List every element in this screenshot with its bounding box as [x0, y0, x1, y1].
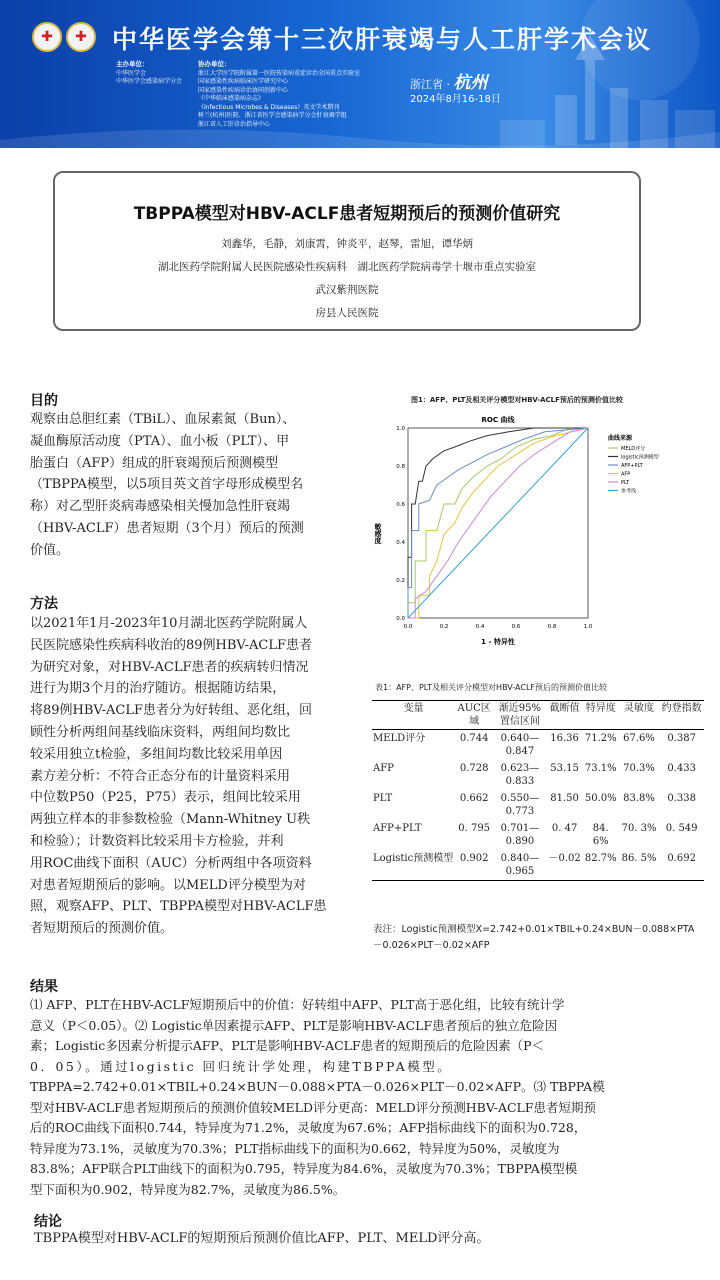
column-header: 变量 — [372, 701, 455, 730]
table-cell: 81.50 — [550, 793, 579, 804]
x-tick-label: 0.6 — [511, 624, 521, 630]
x-tick-label: 0.8 — [547, 624, 557, 630]
table-header-row — [372, 701, 704, 730]
conference-title: 中华医学会第十三次肝衰竭与人工肝学术会议 — [112, 25, 653, 54]
table-cell: 73.1% — [584, 763, 617, 774]
table-cell: 83.8% — [623, 793, 655, 804]
text-line: 素；Logistic多因素分析提示AFP、PLT是影响HBV-ACLF患者的短期预后的危险因素（P＜ — [30, 1038, 545, 1053]
table-row — [372, 790, 704, 820]
text-line: 较采用独立t检验，多组间均数比较采用单因 — [30, 746, 283, 762]
table-cell: 86. 5% — [619, 850, 659, 881]
paper-title: TBPPA模型对HBV-ACLF患者短期预后的预测价值研究 — [133, 204, 561, 224]
table-cell: 0.840—0.965 — [493, 850, 546, 881]
text-line: 用ROC曲线下面积（AUC）分析两组中各项资料 — [30, 855, 312, 871]
y-tick-label: 1.0 — [396, 426, 405, 432]
cma-logo-icon: ✚ — [32, 22, 62, 52]
text-line: 为研究对象，对HBV-ACLF患者的疾病转归情况 — [30, 659, 309, 675]
table-note: 表注：Logistic预测模型X=2.742+0.01×TBIL+0.24×BUN－0.088×PTA－0.026×PLT－0.02×AFP — [373, 924, 695, 951]
host-item: 中华医学会 — [116, 69, 147, 77]
text-line: 和检验）；计数资料比较采用卡方检验，并利 — [30, 833, 284, 849]
table-cell: 70. 3% — [621, 823, 657, 834]
method-paragraph — [30, 613, 365, 940]
text-line: 凝血酶原活动度（PTA）、血小板（PLT）、甲 — [30, 433, 290, 449]
table-cell: 0.662 — [459, 793, 489, 804]
organizer-item: 《Infectious Microbes & Diseases》英文学术期刊 — [198, 103, 340, 111]
column-header: 约登指数 — [659, 701, 704, 730]
aim-paragraph — [30, 409, 365, 562]
host-item: 中华医学会感染病学分会 — [116, 78, 183, 85]
results-table — [372, 700, 704, 881]
roc-chart — [370, 408, 705, 653]
author-list: 刘鑫华，毛静，刘康霄，钟炎平，赵琴，雷旭，谭华炳 — [221, 238, 473, 250]
table-row — [372, 820, 704, 850]
table-row — [372, 850, 704, 881]
y-tick-label: 0.2 — [396, 578, 405, 584]
conference-banner — [0, 0, 720, 148]
table-cell: 82.7% — [583, 850, 619, 881]
y-axis-label: 敏感度 — [374, 523, 382, 544]
table-cell: AFP — [373, 763, 394, 774]
table-cell: 0.728 — [459, 763, 489, 774]
paper-title-box — [53, 171, 641, 331]
figure-caption: 图1：AFP、PLT及相关评分模型对HBV-ACLF预后的预测价值比较 — [411, 396, 623, 404]
table-cell: AFP+PLT — [373, 823, 422, 834]
conclusion-heading: 结论 — [34, 1214, 62, 1230]
table-cell: PLT — [373, 793, 393, 804]
organizer-label: 协办单位： — [198, 60, 231, 68]
table-cell: 0.623—0.833 — [500, 763, 540, 787]
text-line: 照，观察AFP、PLT、TBPPA模型对HBV-ACLF患 — [30, 899, 327, 915]
text-line: 素方差分析：不符合正态分布的计量资料采用 — [30, 768, 291, 784]
text-line: 价值。 — [30, 542, 70, 558]
text-line: 中位数P50（P25，P75）表示，组间比较采用 — [30, 790, 301, 806]
table-cell: 71.2% — [584, 733, 617, 744]
table-cell: 0.692 — [659, 850, 704, 881]
organizer-item: 国家感染性疾病诊治协同创新中心 — [198, 86, 289, 94]
legend-entry: 参考线 — [621, 488, 637, 495]
text-line: 两独立样本的非参数检验（Mann-Whitney U秩 — [30, 812, 311, 828]
text-line: 者短期预后的预测价值。 — [30, 921, 174, 937]
affiliation: 湖北医药学院附属人民医院感染性疾病科 湖北医药学院病毒学十堰市重点实验室 — [158, 261, 536, 273]
table-cell: 0.550—0.773 — [500, 793, 540, 817]
y-tick-label: 0.6 — [396, 502, 405, 508]
y-tick-label: 0.8 — [396, 464, 405, 470]
table-cell: 67.6% — [623, 733, 655, 744]
affiliation: 房县人民医院 — [315, 307, 379, 319]
aim-heading: 目的 — [30, 393, 58, 409]
table-cell: －0.02 — [547, 850, 583, 881]
column-header: 特异度 — [583, 701, 619, 730]
legend-entry: MELD评分 — [621, 446, 646, 452]
organizer-item: 国家感染性疾病临床医学研究中心 — [198, 78, 289, 85]
text-line: 民医院感染性疾病科收治的89例HBV-ACLF患者 — [30, 637, 313, 653]
results-heading: 结果 — [30, 979, 58, 995]
table-row — [372, 730, 704, 761]
text-line: 以2021年1月-2023年10月湖北医药学院附属人 — [30, 616, 308, 631]
organizer-item: 《中华临床感染病杂志》 — [198, 95, 265, 102]
organizer-item: 树兰(杭州)医院、浙江省医学会感染病学分会肝衰竭学组 — [198, 112, 347, 119]
text-line: 特异度为73.1%，灵敏度为70.3%；PLT指标曲线下的面积为0.662，特异度为50%，灵敏度为 — [30, 1140, 560, 1156]
conclusion-text: TBPPA模型对HBV-ACLF的短期预后预测价值比AFP、PLT、MELD评分高。 — [34, 1231, 490, 1246]
x-tick-label: 0.4 — [475, 624, 485, 630]
legend-entry: PLT — [621, 480, 630, 486]
table-cell: Logistic预测模型 — [372, 850, 455, 881]
legend-title: 曲线来源 — [608, 435, 633, 442]
y-tick-label: 0.4 — [396, 540, 405, 546]
x-tick-label: 0.0 — [403, 624, 413, 630]
venue-city: 杭州 — [453, 73, 488, 93]
text-line: 称）对乙型肝炎病毒感染相关慢加急性肝衰竭 — [30, 499, 291, 515]
text-line: 0．05）。通过logistic 回归统计学处理，构建TBPPA模型。 — [30, 1058, 453, 1074]
text-line: 后的ROC曲线下面积0.744，特异度为71.2%，灵敏度为67.6%；AFP指标曲线下的面积为0.728， — [30, 1120, 587, 1135]
table-cell: 0.701—0.890 — [500, 823, 540, 847]
affiliation: 武汉紫荆医院 — [315, 284, 379, 296]
x-tick-label: 1.0 — [583, 624, 593, 630]
text-line: 意义（P＜0.05）。⑵ Logistic单因素提示AFP、PLT是影响HBV-ACLF患者预后的独立危险因 — [30, 1017, 558, 1033]
legend-entry: logistic预测模型 — [621, 454, 659, 461]
text-line: 将89例HBV-ACLF患者分为好转组、恶化组，回 — [30, 703, 313, 719]
text-line: 进行为期3个月的治疗随访。根据随访结果， — [30, 681, 286, 697]
table-cell: 0.387 — [667, 733, 696, 744]
table-cell: 0.744 — [459, 733, 489, 744]
text-line: 对患者短期预后的影响。以MELD评分模型为对 — [30, 877, 306, 893]
table-cell: 84. 6% — [592, 823, 609, 847]
table-row — [372, 760, 704, 790]
column-header: 灵敏度 — [619, 701, 659, 730]
conference-date: 2024年8月16-18日 — [410, 94, 501, 105]
text-line: （HBV-ACLF）患者短期（3个月）预后的预测 — [30, 520, 304, 536]
text-line: TBPPA=2.742+0.01×TBIL+0.24×BUN－0.088×PTA－0.026×PLT－0.02×AFP。⑶ TBPPA模 — [30, 1079, 605, 1094]
organizer-list — [198, 60, 360, 129]
text-line: （TBPPA模型，以5项目英文首字母形成模型名 — [30, 477, 304, 493]
table-cell: 0. 795 — [458, 823, 491, 834]
society-logo-icon: ✚ — [66, 22, 96, 52]
table-cell: 0.433 — [667, 763, 696, 774]
host-list — [116, 60, 182, 87]
table-cell: 0.640—0.847 — [500, 733, 540, 757]
x-axis-label: 1 - 特异性 — [481, 638, 515, 646]
table-cell: 0.902 — [455, 850, 493, 881]
table-cell: 53.15 — [550, 763, 579, 774]
text-line: 顾性分析两组间基线临床资料，两组间均数比 — [30, 724, 291, 740]
text-line: 观察由总胆红素（TBiL）、血尿素氮（Bun）、 — [30, 412, 296, 427]
table-caption: 表1：AFP、PLT及相关评分模型对HBV-ACLF预后的预测价值比较 — [375, 683, 608, 692]
text-line: 型下面积为0.902，特异度为82.7%，灵敏度为86.5%。 — [30, 1181, 346, 1197]
chart-title: ROC 曲线 — [481, 416, 515, 424]
text-line: 型对HBV-ACLF患者短期预后的预测价值较MELD评分更高：MELD评分预测HBV-ACLF患者短期预 — [30, 1099, 597, 1115]
text-line: ⑴ AFP、PLT在HBV-ACLF短期预后中的价值：好转组中AFP、PLT高于恶化组，比较有统计学 — [30, 997, 565, 1012]
table-cell: 0. 47 — [551, 823, 578, 834]
x-tick-label: 0.2 — [439, 624, 449, 630]
y-tick-label: 0.0 — [396, 616, 405, 622]
text-line: 胎蛋白（AFP）组成的肝衰竭预后预测模型 — [30, 455, 279, 471]
text-line: 83.8%；AFP联合PLT曲线下的面积为0.795，特异度为84.6%，灵敏度为70.3%；TBPPA模型模 — [30, 1161, 578, 1176]
table-cell: MELD评分 — [373, 733, 426, 744]
table-cell: 16.36 — [550, 733, 579, 744]
table-cell: 70.3% — [623, 763, 655, 774]
results-paragraph — [30, 995, 695, 1200]
column-header: AUC区域 — [455, 701, 493, 730]
venue-province: 浙江省 · — [410, 78, 450, 91]
legend-entry: AFP+PLT — [621, 463, 643, 469]
column-header: 截断值 — [547, 701, 583, 730]
table-cell: 50.0% — [584, 793, 617, 804]
table-cell: 0. 549 — [665, 823, 698, 834]
table-cell: 0.338 — [667, 793, 696, 804]
host-label: 主办单位： — [116, 60, 149, 68]
method-heading: 方法 — [30, 596, 58, 612]
column-header: 渐近95%置信区间 — [493, 701, 546, 730]
organizer-item: 浙江大学医学院附属第一医院传染病重症诊治全国重点实验室 — [198, 69, 361, 77]
organizer-item: 浙江省人工肝诊治指导中心 — [198, 120, 271, 128]
legend-entry: AFP — [621, 471, 631, 478]
